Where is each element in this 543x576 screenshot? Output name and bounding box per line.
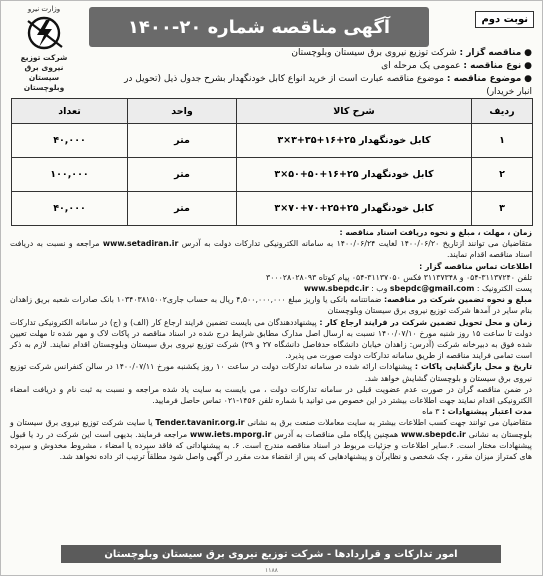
section-text: متقاضیان می توانند جهت کسب اطلاعات بیشتر به سایت معاملات صنعت برق به نشانی bbox=[247, 418, 533, 428]
col-header-item: شرح کالا bbox=[237, 99, 472, 124]
items-table bbox=[11, 98, 533, 226]
cell-qty: ۴۰,۰۰۰ bbox=[12, 192, 128, 226]
footer-text: امور تدارکات و قراردادها - شرکت توزیع نیروی برق سیستان وبلوچستان bbox=[104, 548, 458, 560]
section-text: متقاضیان می توانند ازتاریخ ۱۴۰۰/۰۶/۲۰ لغایت ۱۴۰۰/۰۶/۲۴ به سامانه الکترونیکی تدارکات دولت به آدرس bbox=[181, 239, 532, 249]
table-row bbox=[12, 124, 533, 158]
section-text: ضمانتنامه بانکی یا واریز مبلغ ۴,۵۰۰,۰۰۰,۰۰۰ ریال به حساب جاری۱۰۳۴۰۳۸۱۵۰۰۲ بانک صادرات شعبه بریق زاهدان بنام سایر در آمدها شرکت توزیع نیروی برق سیستان وبلوچستان bbox=[10, 295, 532, 316]
section-title: زمان ، مهلت ، مبلغ و نحوه دریافت اسناد مناقصه : bbox=[339, 228, 532, 237]
section-guarantee bbox=[10, 294, 532, 316]
meta-value: عمومی یک مرحله ای bbox=[381, 61, 461, 71]
section-opening bbox=[10, 361, 532, 383]
section-title: اطلاعات تماس مناقصه گزار : bbox=[419, 261, 532, 271]
contact-phones: تلفن ۳۱۱۳۷۲۴۰-۰۵۴ و ۳۱۱۳۷۳۴۸ فکس ۳۱۱۳۷۰۵۰-۰۵۴ پیام کوتاه ۳۰۰۰۲۸۰۲۸۰۹۳ bbox=[266, 272, 532, 282]
email-label: پست الکترونیک : bbox=[476, 284, 532, 294]
cell-qty: ۱۰۰,۰۰۰ bbox=[12, 158, 128, 192]
cell-item: کابل خودنگهدار ۲۵+۱۶+۳۵+۳×۳ bbox=[237, 124, 472, 158]
meta-value: شرکت توزیع نیروی برق سیستان وبلوچستان bbox=[291, 48, 457, 58]
table-row bbox=[12, 192, 533, 226]
cell-qty: ۴۰,۰۰۰ bbox=[12, 124, 128, 158]
section-title: مبلغ و نحوه تضمین شرکت در مناقصه: bbox=[384, 295, 533, 305]
section-registration bbox=[10, 384, 532, 406]
col-header-row: ردیف bbox=[472, 99, 533, 124]
meta-label: نوع مناقصه : bbox=[463, 61, 522, 71]
meta-item-organizer: ● مناقصه گزار : شرکت توزیع نیروی برق سیستان وبلوچستان bbox=[291, 48, 532, 58]
notice-title-text: آگهی مناقصه شماره ۲۰-۱۴۰۰ bbox=[127, 16, 391, 38]
table-header-row bbox=[12, 99, 533, 124]
section-title: تاریخ و محل بازگشایی پاکات : bbox=[414, 362, 533, 372]
tavanir-link[interactable]: Tender.tavanir.org.ir bbox=[155, 418, 245, 428]
power-lightning-icon bbox=[22, 15, 66, 51]
meta-item-subject: ● موضوع مناقصه : موضوع مناقصه عبارت است از خرید انواع کابل خودنگهدار بشرح جدول ذیل (تحویل در انبار خریدار) bbox=[124, 74, 532, 97]
section-delivery bbox=[10, 317, 532, 362]
sbepdc-link[interactable]: www.sbepdc.ir bbox=[400, 429, 466, 439]
turn-badge bbox=[475, 11, 534, 28]
footer-banner bbox=[61, 545, 501, 563]
cell-unit: متر bbox=[128, 158, 237, 192]
section-validity bbox=[10, 406, 532, 417]
turn-badge-label: نوبت دوم bbox=[481, 14, 528, 25]
section-text: پیشنهاددهندگان می بایست تضمین فرایند ارجاع کار (الف) و (ج) در سامانه الکترونیکی تدارکات دولت تا ساعت ۱۵ روز شنبه مورخ ۱۴۰۰/۰۷/۱۰ نسبت به ارسال اصل مدارک مطابق شرایط درج شده در اسناد مناقصه در پاکات لاک و مهر شده تا مهلت تعیین شده فوق به دبیرخانه شرکت (آدرس: زاهدان خیابان دانشگاه حدفاصل دانشگاه ۲۷ و ۲۹) شرکت توزیع نیروی برق سیستان وبلوچستان اقدام نمایند. لازم به ذکر است تمامی فرایند مناقصه از طریق سامانه تدارکات دولت صورت می پذیرد. bbox=[10, 317, 532, 361]
meta-item-type: ● نوع مناقصه : عمومی یک مرحله ای bbox=[381, 61, 532, 71]
notice-body bbox=[10, 227, 532, 462]
section-text: مراجعه فرمایند. بدیهی است این شرکت در رد یا قبول پیشنهادات مختار است. ۶.سایر اطلاعات و جزئیات مربوط در اسناد مناقصه مندرج است. ۶. به پیشنهاداتی که فاقد سپرده یا امضاء ، مشروط مخدوش و سپرده های کمتراز میزان مقرر ، چک شخصی و نظایرآن و پیشنهادهایی که پس از انقضاء مدت مقرر در آگهی واصل شود مطلقاً ترتیب اثر داده نخواهد شد. bbox=[10, 429, 532, 462]
section-text: مراجعه و نسبت به دریافت اسناد مناقصه اقدام نمایند. bbox=[10, 239, 532, 260]
website-link[interactable]: www.sbepdc.ir bbox=[303, 284, 369, 294]
section-more-info bbox=[10, 417, 532, 462]
cell-row: ۲ bbox=[472, 158, 533, 192]
meta-value: موضوع مناقصه عبارت است از خرید انواع کابل خودنگهدار بشرح جدول ذیل (تحویل در انبار خریدار) bbox=[124, 74, 532, 97]
setadiran-link[interactable]: www.setadiran.ir bbox=[102, 239, 179, 249]
notice-title bbox=[89, 7, 429, 47]
section-text: پیشنهادات ارائه شده در سامانه تدارکات دولت در ساعت ۱۰ روز یکشنبه مورخ ۱۴۰۰/۰۷/۱۱ در سالن کنفرانس شرکت توزیع نیروی برق سیستان و بلوچستان گشایش خواهد شد. bbox=[10, 362, 532, 383]
iets-link[interactable]: www.iets.mporg.ir bbox=[190, 429, 272, 439]
col-header-qty: تعداد bbox=[12, 99, 128, 124]
section-text: یا سایت شرکت توزیع نیروی برق سیستان و بلوچستان به نشانی bbox=[10, 418, 533, 439]
cell-item: کابل خودنگهدار ۲۵+۲۵+۷۰+۷۰×۳ bbox=[237, 192, 472, 226]
cell-unit: متر bbox=[128, 192, 237, 226]
company-name: شرکت توزیع نیروی برق سیستان وبلوچستان bbox=[20, 53, 68, 92]
section-text: همچنین پایگاه ملی مناقصات به آدرس bbox=[274, 429, 399, 439]
cell-item: کابل خودنگهدار ۲۵+۱۶+۵۰+۵۰×۳ bbox=[237, 158, 472, 192]
ministry-name: وزارت نیرو bbox=[27, 5, 61, 13]
table-row bbox=[12, 158, 533, 192]
cell-row: ۳ bbox=[472, 192, 533, 226]
section-documents bbox=[10, 227, 532, 261]
tender-meta bbox=[112, 47, 532, 99]
web-label: وب : bbox=[371, 284, 388, 294]
notice-code: ۱۱۸۸ bbox=[265, 567, 278, 574]
section-text: ۳ ماه bbox=[422, 407, 440, 417]
meta-label: موضوع مناقصه : bbox=[446, 74, 522, 84]
cell-unit: متر bbox=[128, 124, 237, 158]
cell-row: ۱ bbox=[472, 124, 533, 158]
section-title: زمان و محل تحویل تضمین شرکت در فرایند ارجاع کار : bbox=[319, 317, 533, 327]
section-title: مدت اعتبار پیشنهادات : bbox=[441, 407, 532, 417]
section-contact bbox=[10, 261, 532, 295]
email-link[interactable]: sbepdc@gmail.com bbox=[389, 284, 475, 294]
meta-label: مناقصه گزار : bbox=[459, 48, 522, 58]
company-logo bbox=[9, 5, 79, 93]
col-header-unit: واحد bbox=[128, 99, 237, 124]
section-text: در ضمن مناقصه گران در صورت عدم عضویت قبلی در سامانه تدارکات دولت ، می بایست به سایت یاد شده مراجعه و نسبت به ثبت نام و دریافت امضاء الکترونیکی اقدام نمایند جهت اطلاعات بیشتر در این خصوص می توانید با شماره تلفن ۱۴۵۶-۰۲۱ تماس حاصل فرمایید. bbox=[10, 384, 532, 406]
